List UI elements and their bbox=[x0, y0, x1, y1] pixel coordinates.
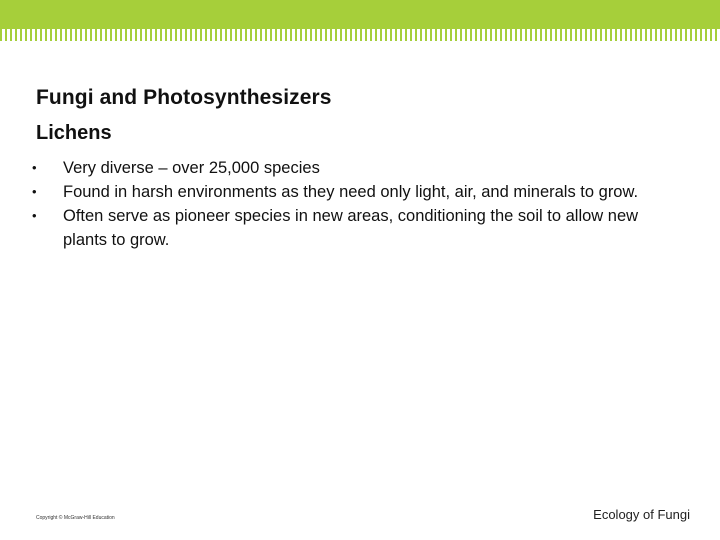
footer-label: Ecology of Fungi bbox=[593, 507, 690, 522]
bullet-list bbox=[30, 156, 670, 252]
header-band bbox=[0, 0, 720, 29]
bullet-icon: • bbox=[32, 160, 37, 175]
bullet-text: Found in harsh environments as they need only light, air, and minerals to grow. bbox=[63, 183, 639, 201]
bullet-item bbox=[30, 180, 670, 204]
bullet-icon: • bbox=[32, 184, 37, 199]
slide-title: Fungi and Photosynthesizers bbox=[36, 86, 332, 109]
bullet-item bbox=[30, 156, 670, 180]
copyright-notice: Copyright © McGraw-Hill Education bbox=[36, 515, 115, 521]
bullet-text: Very diverse – over 25,000 species bbox=[63, 159, 320, 177]
header-stripe bbox=[0, 29, 720, 41]
bullet-icon: • bbox=[32, 208, 37, 223]
slide-subtitle: Lichens bbox=[36, 122, 112, 144]
bullet-item bbox=[30, 204, 670, 252]
bullet-text: Often serve as pioneer species in new areas, conditioning the soil to allow new plants to grow. bbox=[63, 207, 639, 249]
